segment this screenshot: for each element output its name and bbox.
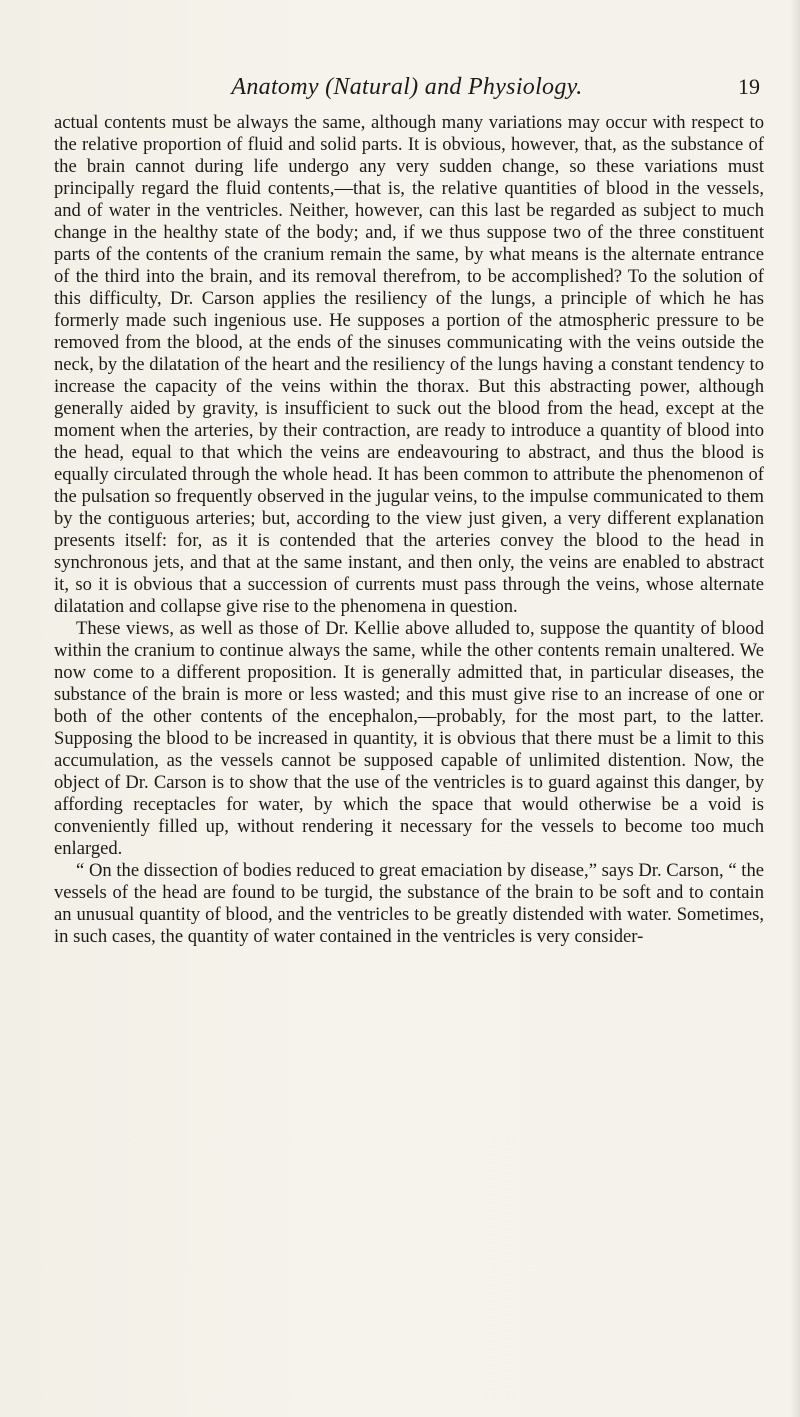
- page-header: [54, 74, 760, 108]
- page-edge-shadow: [790, 0, 800, 1417]
- paragraph-2: These views, as well as those of Dr. Kellie above alluded to, suppose the quantity of blood within the cranium to continue always the same, while the other contents remain unaltered. We now come to a different proposition. It is generally admitted that, in particular diseases, the substance of the brain is more or less wasted; and this must give rise to an increase of one or both of the other contents of the encephalon,—probably, for the most part, to the latter. Supposing the blood to be increased in quantity, it is obvious that there must be a limit to this accumulation, as the vessels cannot be supposed capable of unlimited distention. Now, the object of Dr. Carson is to show that the use of the ventricles is to guard against this danger, by affording receptacles for water, by which the space that would otherwise be a void is conveniently filled up, without rendering it necessary for the vessels to become too much enlarged.: [54, 618, 764, 859]
- paragraph-3: “ On the dissection of bodies reduced to great emaciation by disease,” says Dr. Carson, “ the vessels of the head are found to be turgid, the substance of the brain to be soft and to contain an unusual quantity of blood, and the ventricles to be greatly distended with water. Sometimes, in such cases, the quantity of water contained in the ventricles is very consider-: [54, 860, 764, 947]
- page-number: 19: [738, 74, 760, 99]
- body-text: [54, 112, 764, 948]
- paragraph-1: actual contents must be always the same, although many variations may occur with respect to the relative proportion of fluid and solid parts. It is obvious, however, that, as the substance of the brain cannot during life undergo any very sudden change, so these variations must principally regard the fluid contents,—that is, the relative quantities of blood in the vessels, and of water in the ventricles. Neither, however, can this last be regarded as subject to much change in the healthy state of the body; and, if we thus suppose two of the three constituent parts of the contents of the cranium remain the same, by what means is the alternate entrance of the third into the brain, and its removal therefrom, to be accomplished? To the solution of this difficulty, Dr. Carson applies the resiliency of the lungs, a principle of which he has formerly made such ingenious use. He supposes a portion of the atmospheric pressure to be removed from the blood, at the ends of the sinuses communicating with the veins outside the neck, by the dilatation of the heart and the resiliency of the lungs having a constant tendency to increase the capacity of the veins within the thorax. But this abstracting power, although generally aided by gravity, is insufficient to suck out the blood from the head, except at the moment when the arteries, by their contraction, are ready to introduce a quantity of blood into the head, equal to that which the veins are endeavouring to abstract, and thus the blood is equally circulated through the whole head. It has been common to attribute the phenomenon of the pulsation so frequently observed in the jugular veins, to the impulse communicated to them by the contiguous arteries; but, according to the view just given, a very different explanation presents itself: for, as it is contended that the arteries convey the blood to the head in synchronous jets, and that at the same instant, and then only, the veins are enabled to abstract it, so it is obvious that a succession of currents must pass through the veins, whose alternate dilatation and collapse give rise to the phenomena in question.: [54, 112, 764, 617]
- running-title: Anatomy (Natural) and Physiology.: [231, 74, 583, 100]
